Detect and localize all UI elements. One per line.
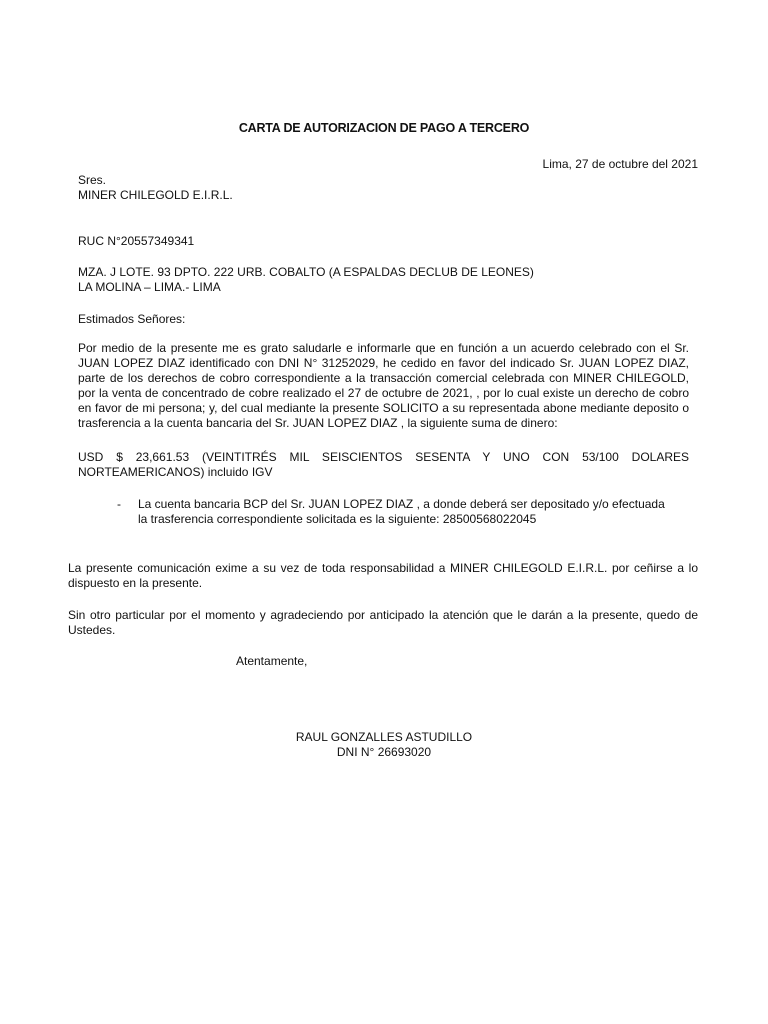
address-line-2: LA MOLINA – LIMA.- LIMA: [78, 280, 221, 294]
signer-dni: DNI N° 26693020: [336, 745, 432, 759]
body-paragraph: Por medio de la presente me es grato saludarle e informarle que en función a un acuerdo celebrado con el Sr. JUAN LOPEZ DIAZ identificado con DNI N° 31252029, he cedido en favor del indicado Sr. JUAN LOPEZ DIAZ, parte de los derechos de cobro correspondiente a la transacción comercial celebrada con MINER CHILEGOLD, por la venta de concentrado de cobre realizado el 27 de octubre de 2021, , por lo cual existe un derecho de cobro en favor de mi persona; y, del cual mediante la presente SOLICITO a su representada abone mediante deposito o trasferencia a la cuenta bancaria del Sr. JUAN LOPEZ DIAZ , la siguiente suma de dinero:: [78, 341, 689, 430]
recipient-salutation: Sres.: [78, 173, 107, 187]
greeting: Estimados Señores:: [78, 312, 186, 326]
recipient-address: [78, 265, 534, 295]
address-line-1: MZA. J LOTE. 93 DPTO. 222 URB. COBALTO (A ESPALDAS DECLUB DE LEONES): [78, 265, 534, 279]
amount-paragraph: USD $ 23,661.53 (VEINTITRÉS MIL SEISCIENTOS SESENTA Y UNO CON 53/100 DOLARES NORTEAMERICANOS) incluido IGV: [78, 450, 689, 479]
sign-off: Atentamente,: [236, 654, 308, 668]
bullet-mark: -: [117, 497, 121, 511]
signature-block: [0, 730, 768, 760]
closing-paragraph-1: La presente comunicación exime a su vez de toda responsabilidad a MINER CHILEGOLD E.I.R.L. por ceñirse a lo dispuesto en la presente.: [68, 561, 698, 590]
bullet-text: La cuenta bancaria BCP del Sr. JUAN LOPEZ DIAZ , a donde deberá ser depositado y/o efectuada la trasferencia correspondiente solicitada es la siguiente: 28500568022045: [138, 497, 665, 526]
recipient-company: MINER CHILEGOLD E.I.R.L.: [78, 188, 233, 202]
letter-date: Lima, 27 de octubre del 2021: [542, 157, 698, 171]
recipient-ruc: RUC N°20557349341: [78, 234, 195, 248]
bank-account-bullet: [117, 497, 677, 527]
recipient-block: [78, 173, 233, 203]
closing-paragraph-2: Sin otro particular por el momento y agradeciendo por anticipado la atención que le darán a la presente, quedo de Ustedes.: [68, 608, 698, 637]
signer-name: RAUL GONZALLES ASTUDILLO: [295, 730, 473, 744]
letter-title: CARTA DE AUTORIZACION DE PAGO A TERCERO: [238, 121, 530, 135]
